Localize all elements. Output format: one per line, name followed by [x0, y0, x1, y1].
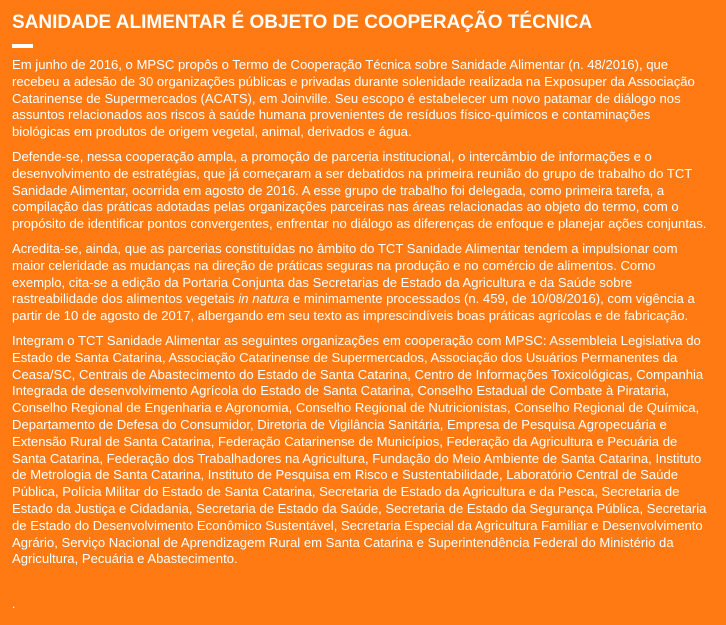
trailing-period: .	[12, 597, 16, 611]
paragraph-3-italic-term: in natura	[238, 291, 290, 307]
paragraph-4: Integram o TCT Sanidade Alimentar as seguintes organizações em cooperação com MPSC: Assembleia Legislativa do Estado de Santa Catarina, Associação Catarinense de Supermercados, Associação dos Usuários Permanentes da Ceasa/SC, Centrais de Abastecimento do Estado de Santa Catarina, Centro de Informações Toxicológicas, Companhia Integrada de desenvolvimento Agrícola do Estado de Santa Catarina, Conselho Estadual de Combate à Pirataria, Conselho Regional de Engenharia e Agronomia, Conselho Regional de Nutricionistas, Conselho Regional de Química, Departamento de Defesa do Consumidor, Diretoria de Vigilância Sanitária, Empresa de Pesquisa Agropecuária e Extensão Rural de Santa Catarina, Federação Catarinense de Municípios, Federação da Agricultura e Pecuária de Santa Catarina, Federação dos Trabalhadores na Agricultura, Fundação do Meio Ambiente de Santa Catarina, Instituto de Metrologia de Santa Catarina, Instituto de Pesquisa em Risco e Sustentabilidade, Laboratório Central de Saúde Pública, Polícia Militar do Estado de Santa Catarina, Secretaria de Estado da Agricultura e da Pesca, Secretaria de Estado da Justiça e Cidadania, Secretaria de Estado da Saúde, Secretaria de Estado da Segurança Pública, Secretaria de Estado do Desenvolvimento Econômico Sustentável, Secretaria Especial da Agricultura Familiar e Desenvolvimento Agrário, Serviço Nacional de Aprendizagem Rural em Santa Catarina e Superintendência Federal do Ministério da Agricultura, Pecuária e Abastecimento.	[12, 332, 707, 567]
paragraph-3-text-before: Acredita-se, ainda, que as parcerias constituídas no âmbito do TCT Sanidade Alimentar tendem a impulsionar com maior celeridade as mudanças na direção de práticas seguras na produção e no comércio de alimentos. Como exemplo, cita-se a edição da Portaria Conjunta das Secretarias de Estado da Agricultura e da Saúde sobre rastreabilidade dos alimentos vegetais	[12, 240, 678, 307]
article-title: SANIDADE ALIMENTAR É OBJETO DE COOPERAÇÃO TÉCNICA	[12, 12, 593, 33]
paragraph-2: Defende-se, nessa cooperação ampla, a promoção de parceria institucional, o intercâmbio de informações e o desenvolvimento de estratégias, que já começaram a ser debatidos na primeira reunião do grupo de trabalho do TCT Sanidade Alimentar, ocorrida em agosto de 2016. A esse grupo de trabalho foi delegada, como primeira tarefa, a compilação das práticas adotadas pelas organizações parceiras nas áreas relacionadas ao objeto do termo, com o propósito de identificar pontos convergentes, enfrentar no diálogo as diferenças de enfoque e planejar ações conjuntas.	[12, 148, 707, 232]
paragraph-1: Em junho de 2016, o MPSC propôs o Termo de Cooperação Técnica sobre Sanidade Alimentar (n. 48/2016), que recebeu a adesão de 30 organizações públicas e privadas durante solenidade realizada na Exposuper da Associação Catarinense de Supermercados (ACATS), em Joinville. Seu escopo é estabelecer um novo patamar de diálogo nos assuntos relacionados aos riscos à saúde humana provenientes de resíduos físico-químicos e contaminações biológicas em produtos de origem vegetal, animal, derivados e água.	[12, 57, 695, 140]
paragraph-3	[12, 241, 712, 325]
paragraph-3-text-after: e minimamente processados (n. 459, de 10/08/2016), com vigência a partir de 10 de agosto de 2017, albergando em seu texto as imprescindíveis boas práticas agrícolas e de fabricação.	[12, 291, 695, 324]
title-underline	[12, 44, 33, 48]
